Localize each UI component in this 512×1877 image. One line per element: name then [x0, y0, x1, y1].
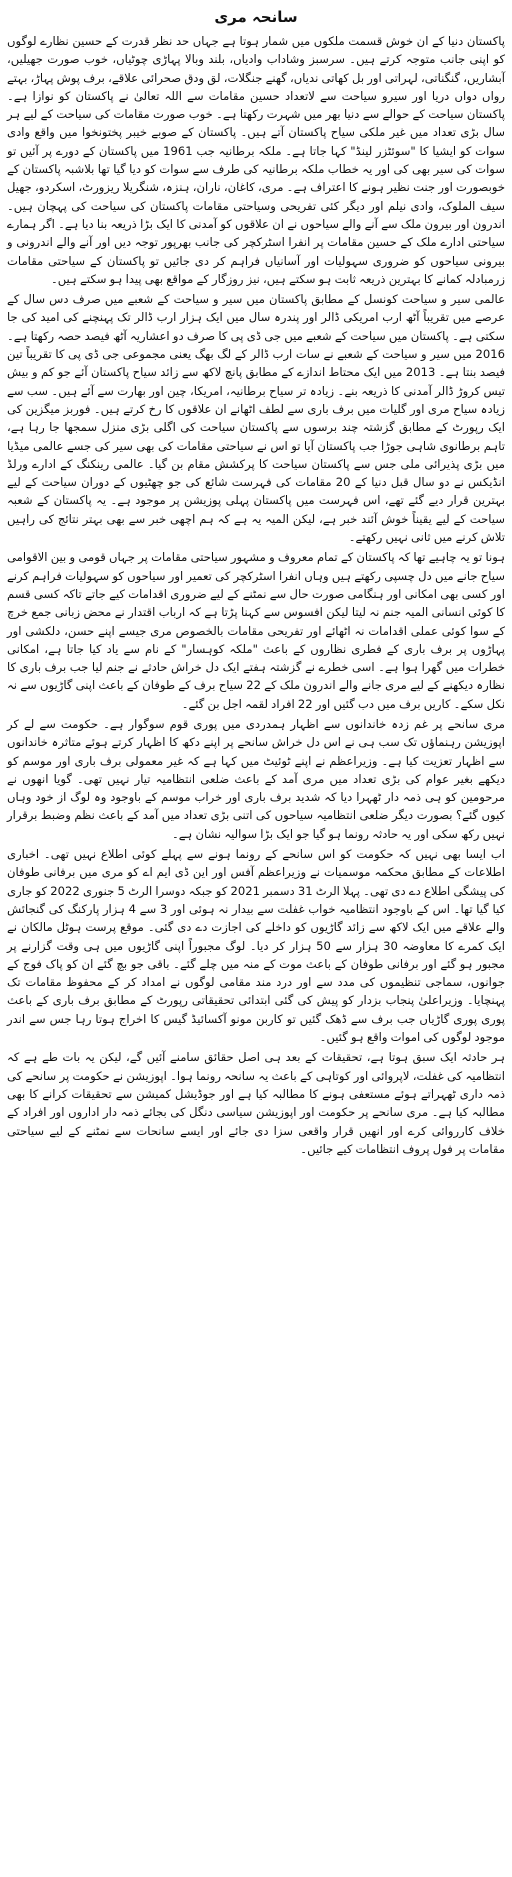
- paragraph-reactions: مری سانحے پر غم زدہ خاندانوں سے اظہار ہمدردی میں پوری قوم سوگوار ہے۔ حکومت سے لے کر اپوزیشن رہنماؤں تک سب ہی نے اس دل خراش سانحے پر اپنے دکھ کا اظہار کرتے ہوئے متاثرہ خاندانوں سے اظہار تعزیت کیا ہے۔ وزیراعظم نے اپنے ٹوئیٹ میں کہا ہے کہ غیر معمولی برف باری اور موسم کو دیکھے بغیر عوام کی بڑی تعداد میں مری آمد کے باعث ضلعی انتظامیہ تیار نہیں تھی۔ گویا انھوں نے مرحومین کو ہی ذمہ دار ٹھہرا دیا کہ شدید برف باری اور خراب موسم کے باوجود وہ لوگ از خود وہاں کیوں گئے؟ بصورت دیگر ضلعی انتظامیہ سیاحوں کی اتنی بڑی تعداد میں آمد کے باعث نظم وضبط برقرار نہیں رکھ سکی اور یہ حادثہ رونما ہو گیا جو ایک بڑا سوالیہ نشان ہے۔: [7, 716, 505, 841]
- paragraph-tourism-economy: عالمی سیر و سیاحت کونسل کے مطابق پاکستان میں سیر و سیاحت کے شعبے میں صرف دس سال کے عرصے میں تقریباً آٹھ ارب امریکی ڈالر اور پندرہ سال میں ایک ہزار ارب ڈالر تک پہنچنے کی امید کی جا سکتی ہے۔ پاکستان میں سیاحت کے شعبے میں جی ڈی پی کا صرف دو اعشاریہ آٹھ فیصد حصہ رکھتا ہے۔ 2016 میں سیر و سیاحت کے شعبے نے سات ارب ڈالر کے لگ بھگ یعنی مجموعی جی ڈی پی کا تقریباً تین فیصد بنتا ہے۔ 2013 میں ایک محتاط اندازے کے مطابق پانچ لاکھ سے زائد سیاح پاکستان آئے جو کم و بیش تیس کروڑ ڈالر آمدنی کا ذریعہ بنے۔ زیادہ تر سیاح برطانیہ، امریکا، چین اور بھارت سے آئے ہیں۔ سب سے زیادہ سیاح مری اور گلیات میں برف باری سے لطف اٹھانے ان علاقوں کا رخ کرتے ہیں۔ فوربز میگزین کی ایک رپورٹ کے مطابق گزشتہ چند برسوں سے پاکستان سیاحت کی اگلی بڑی منزل سمجھا جا رہا ہے، تاہم برطانوی شاہی جوڑا جب پاکستان آیا تو اس نے سیاحتی مقامات کی بھی سیر کی جسے عالمی میڈیا میں بڑی پذیرائی ملی جس سے پاکستان سیاحت کا پرکشش مقام بن گیا۔ عالمی رینکنگ کے ادارے ورلڈ انڈیکس نے دو سال قبل دنیا کے 20 مقامات کی فہرست شائع کی جو چھٹیوں کے دوران سیاحت کے لیے بہترین قرار دیے گئے تھے، اس فہرست میں پاکستان پہلی پوزیشن پر موجود ہے۔ یہ پاکستان کے شعبہ سیاحت کے لیے یقیناً خوش آئند خبر ہے، لیکن المیہ یہ ہے کہ ہم اچھی خبر سے بھی بہتر نتائج کی راہیں تلاش کرنے میں ثانی نہیں رکھتے۔: [7, 292, 506, 545]
- paragraph-warnings: اب ایسا بھی نہیں کہ حکومت کو اس سانحے کے رونما ہونے سے پہلے کوئی اطلاع نہیں تھی۔ اخباری اطلاعات کے مطابق محکمہ موسمیات نے وزیراعظم آفس اور این ڈی ایم اے کو مری میں برفانی طوفان کی پیشگی اطلاع دے دی تھی۔ پہلا الرٹ 31 دسمبر 2021 کو جبکہ دوسرا الرٹ 5 جنوری 2022 کو جاری کیا گیا تھا۔ اس کے باوجود انتظامیہ خواب غفلت سے بیدار نہ ہوئی اور 3 سے 4 ہزار پارکنگ کی گنجائش والے علاقے میں ایک لاکھ سے زائد گاڑیوں کو داخلے کی اجازت دے دی گئی۔ موقع پرست ہوٹل مالکان نے ایک کمرے کا معاوضہ 30 ہزار سے 50 ہزار کر دیا۔ لوگ مجبوراً اپنی گاڑیوں میں ہی وقت گزارنے پر مجبور ہو گئے اور برفانی طوفان کے باعث موت کے منہ میں چلے گئے۔ باقی جو بچ گئے ان کو پاک فوج کے جوانوں، سماجی تنظیموں کی مدد سے اور درد مند مقامی لوگوں نے امداد کر کے محفوظ مقامات تک پہنچایا۔ وزیراعلیٰ پنجاب بزدار کو پیش کی گئی ابتدائی تحقیقاتی رپورٹ کے مطابق برف باری کے باعث پوری پوری گاڑیاں جب برف سے ڈھک گئیں تو کاربن مونو آکسائیڈ گیس کا اخراج ہوتا رہا جس سے اندر موجود لوگوں کی اموات واقع ہو گئیں۔: [7, 847, 505, 1045]
- paragraph-negligence: ہونا تو یہ چاہیے تھا کہ پاکستان کے تمام معروف و مشہور سیاحتی مقامات پر جہاں قومی و بین الاقوامی سیاح جانے میں دل چسپی رکھتے ہیں وہاں انفرا اسٹرکچر کی تعمیر اور سیاحوں کو سہولیات فراہم کرنے اور کسی بھی امکانی اور ہنگامی صورت حال سے نمٹنے کے لیے ضروری اقدامات کیے جاتے تاکہ کسی قسم کا کوئی انسانی المیہ جنم نہ لیتا لیکن افسوس سے کہنا پڑتا ہے کہ ارباب اقتدار نے محض زبانی جمع خرچ کے سوا کوئی عملی اقدامات نہ اٹھائے اور تفریحی مقامات بالخصوص مری جیسے اپنے حسن، دلکشی اور پہاڑوں پر برف باری کے فطری نظاروں کے باعث "ملکہ کوہسار" کے نام سے یاد کیا جاتا ہے، امکانی خطرات میں گھرا ہوا ہے۔ اسی خطرے نے گزشتہ ہفتے ایک دل خراش حادثے نے جنم لیا جب برف باری کا نظارہ دیکھنے کے لیے مری جانے والے اندرون ملک کے 22 سیاح برف کے طوفان کے باعث اپنی گاڑیوں سے نہ نکل سکے۔ کاریں برف میں دب گئیں اور 22 افراد لقمہ اجل بن گئے۔: [7, 550, 505, 711]
- paragraph-intro: پاکستان دنیا کے ان خوش قسمت ملکوں میں شمار ہوتا ہے جہاں حد نظر قدرت کے حسین نظارے لوگوں کو اپنی جانب متوجہ کرتے ہیں۔ سرسبز وشاداب وادیاں، بلند وبالا پہاڑی چوٹیاں، خوب صورت جھیلیں، آبشاریں، گنگناتی، لہراتی اور بل کھاتی ندیاں، گھنے جنگلات، لق ودق صحرائی علاقے، برف پوش پہاڑ، بہتے رواں دواں دریا اور سیرو سیاحت سے لاتعداد حسین مقامات سے اللہ تعالیٰ نے پاکستان کو نوازا ہے۔ پاکستان سیاحت کے حوالے سے دنیا بھر میں شہرت رکھتا ہے۔ خوب صورت مقامات کی سیاحت کے لیے ہر سال بڑی تعداد میں غیر ملکی سیاح پاکستان آتے ہیں۔ پاکستان کے صوبے خیبر پختونخوا میں واقع وادی سوات کو ایشیا کا "سوئٹزر لینڈ" کہا جاتا ہے۔ ملکہ برطانیہ جب 1961 میں پاکستان کے دورے پر آئیں تو سوات کی سیر بھی کی اور یہ خطاب ملکہ برطانیہ کی طرف سے سوات کو دیا گیا تھا بلاشبہ پاکستان کے خوبصورت اور جنت نظیر ہونے کا اعتراف ہے۔ مری، کاغان، ناران، ہنزہ، شنگریلا ریزورٹ، اسکردو، جھیل سیف الملوک، وادی نیلم اور دیگر کئی تفریحی وسیاحتی مقامات پاکستان کی سیاحت کی پہچان ہیں۔ اندرون اور بیرون ملک سے آنے والے سیاحوں نے ان علاقوں کو آمدنی کا ایک بڑا ذریعہ بنا دیا ہے۔ اگر ہمارے سیاحتی ادارے ملک کے حسین مقامات پر انفرا اسٹرکچر کی جانب بھرپور توجہ دیں اور آنے والے اندرونی و بیرونی سیاحوں کو ضروری سہولیات اور آسانیاں فراہم کر دی جائیں تو پاکستان کے سیاحتی مقامات زرمبادلہ کمانے کا بہترین ذریعہ ثابت ہو سکتے ہیں، نیز روزگار کے مواقع بھی پیدا ہو سکتے ہیں۔: [7, 34, 506, 286]
- article-body: [7, 32, 505, 1158]
- paragraph-conclusion: ہر حادثہ ایک سبق ہوتا ہے، تحقیقات کے بعد ہی اصل حقائق سامنے آئیں گے، لیکن یہ بات طے ہے کہ انتظامیہ کی غفلت، لاپروائی اور کوتاہی کے باعث یہ سانحہ رونما ہوا۔ اپوزیشن نے حکومت پر سانحے کی ذمہ داری ٹھہراتے ہوئے مستعفی ہونے کا مطالبہ کیا ہے اور جوڈیشل کمیشن سے تحقیقات کرانے کا بھی مطالبہ کیا ہے۔ مری سانحے پر حکومت اور اپوزیشن سیاسی دنگل کی بجائے ذمہ دار اداروں اور افراد کے خلاف کارروائی کرے اور انھیں قرار واقعی سزا دی جائے اور ایسے سانحات سے نمٹنے کے لیے سیاحتی مقامات پر فول پروف انتظامات کیے جائیں۔: [7, 1050, 505, 1156]
- article-title: سانحہ مری: [214, 8, 298, 26]
